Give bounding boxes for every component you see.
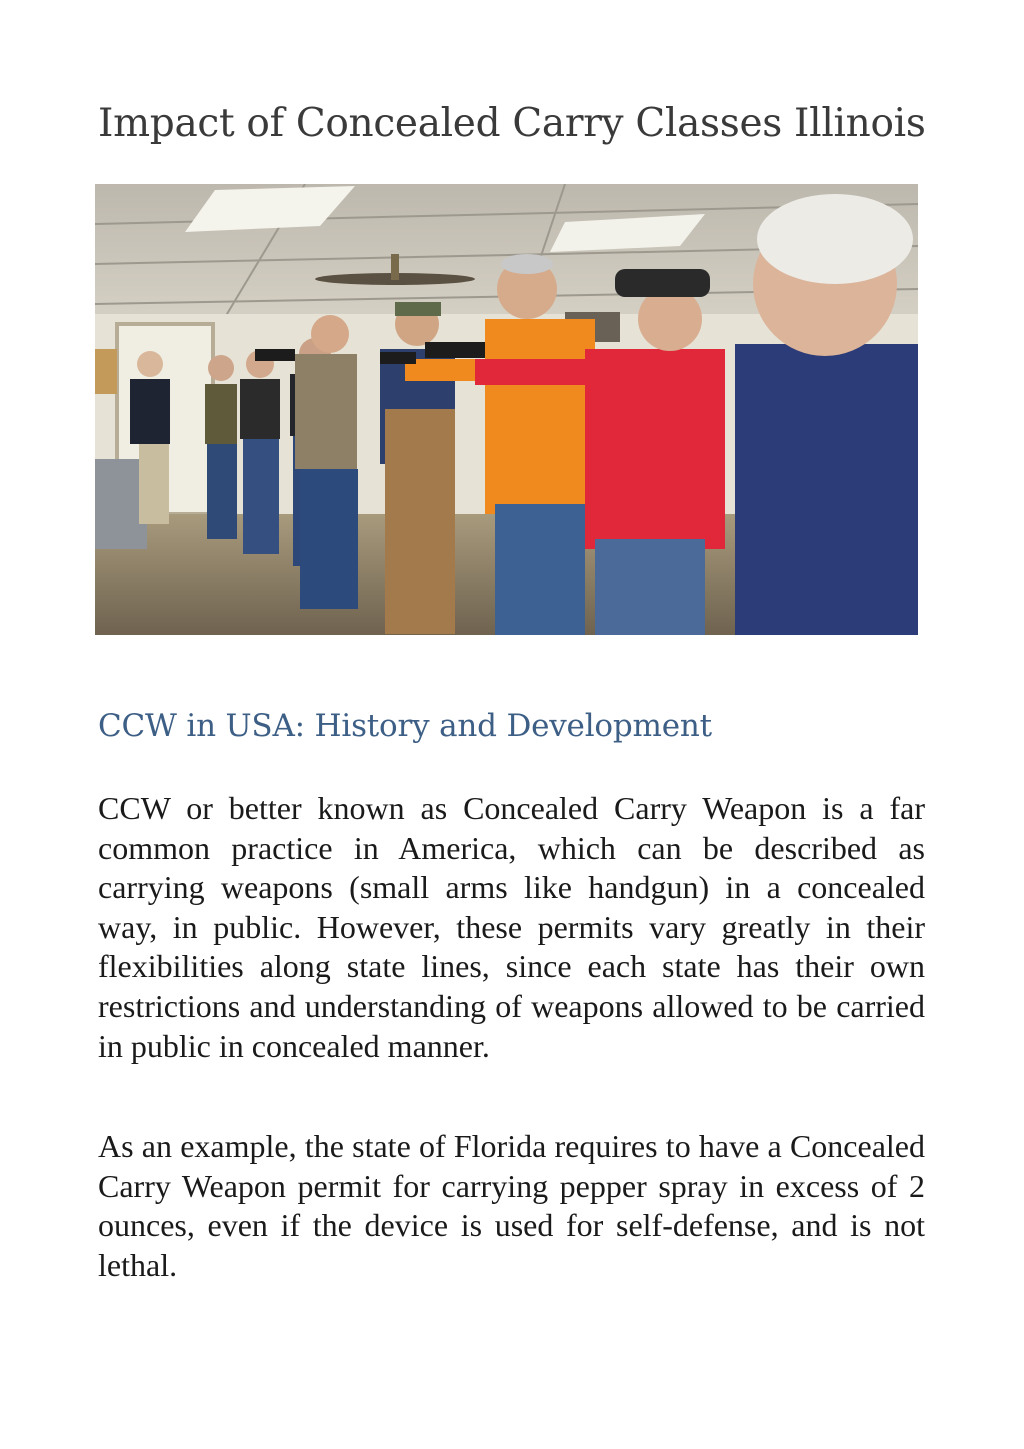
body-paragraph: As an example, the state of Florida requires to have a Concealed Carry Weapon permit for carrying pepper spray in excess of 2 ounces, even if the device is used for self-defense, and is not lethal.: [98, 1128, 925, 1283]
page-title: Impact of Concealed Carry Classes Illinois: [98, 101, 926, 146]
training-class-photo: [95, 184, 918, 635]
section-heading: CCW in USA: History and Development: [98, 708, 712, 744]
body-paragraph: CCW or better known as Concealed Carry Weapon is a far common practice in America, which can be described as carrying weapons (small arms like handgun) in a concealed way, in public. However, these permits vary greatly in their flexibilities along state lines, since each state has their own restrictions and understanding of weapons allowed to be carried in public in concealed manner.: [98, 790, 925, 1064]
